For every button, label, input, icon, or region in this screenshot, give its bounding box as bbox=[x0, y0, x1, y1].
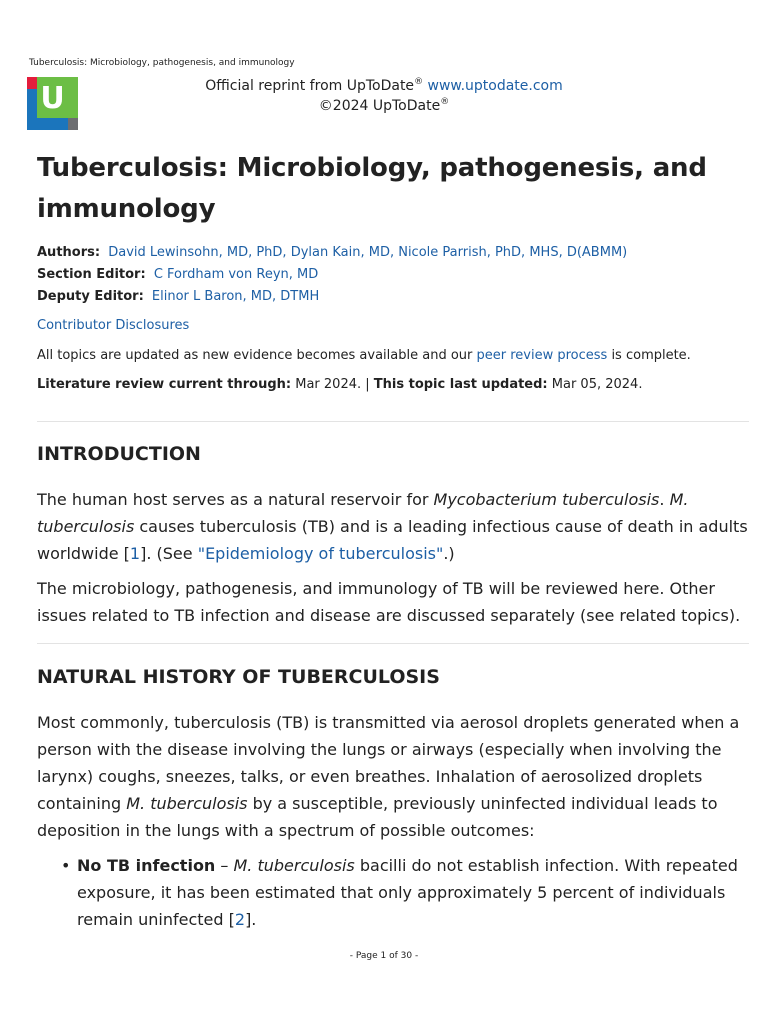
section-editor-row bbox=[37, 264, 749, 286]
authors-row bbox=[37, 242, 749, 264]
deputy-editor-link[interactable]: Elinor L Baron, MD, DTMH bbox=[151, 289, 320, 304]
introduction-heading: INTRODUCTION bbox=[37, 443, 201, 465]
section-divider bbox=[37, 643, 749, 644]
site-link[interactable]: www.uptodate.com bbox=[427, 78, 563, 94]
update-note-text: All topics are updated as new evidence becomes available and our bbox=[37, 348, 477, 363]
article-meta bbox=[37, 242, 749, 308]
deputy-editor-label: Deputy Editor: bbox=[37, 289, 144, 304]
article-content bbox=[37, 148, 749, 933]
article-title: Tuberculosis: Microbiology, pathogenesis, and immunology bbox=[37, 153, 707, 224]
reprint-text: Official reprint from UpToDate bbox=[205, 78, 415, 94]
intro-paragraph-1: The human host serves as a natural reservoir for Mycobacterium tuberculosis. M. tuberculosis causes tuberculosis (TB) and is a leading infectious cause of death in adults worldwide [1]. (See "Epidemiology of tuberculosis".) bbox=[37, 490, 748, 563]
section-editor-label: Section Editor: bbox=[37, 267, 146, 282]
natural-history-paragraph: Most commonly, tuberculosis (TB) is transmitted via aerosol droplets generated when a person with the disease involving the lungs or airways (especially when involving the larynx) coughs, sneezes, talks, or even breathes. Inhalation of aerosolized droplets containing M. tuberculosis by a susceptible, previously uninfected individual leads to deposition in the lungs with a spectrum of possible outcomes: bbox=[37, 713, 740, 840]
reference-2-link[interactable]: 2 bbox=[234, 910, 246, 929]
last-updated-value: Mar 05, 2024. bbox=[547, 377, 643, 392]
section-divider bbox=[37, 421, 749, 422]
reprint-notice bbox=[0, 76, 768, 116]
section-editor-link[interactable]: C Fordham von Reyn, MD bbox=[153, 267, 319, 282]
deputy-editor-row bbox=[37, 286, 749, 308]
contributor-disclosures-link[interactable]: Contributor Disclosures bbox=[37, 318, 190, 333]
logo-letter: U bbox=[40, 81, 65, 116]
review-dates bbox=[37, 375, 749, 395]
last-updated-label: This topic last updated: bbox=[373, 377, 548, 392]
reference-1-link[interactable]: 1 bbox=[129, 544, 141, 563]
lit-review-value: Mar 2024. | bbox=[291, 377, 374, 392]
lit-review-label: Literature review current through: bbox=[37, 377, 292, 392]
registered-mark-2: ® bbox=[440, 97, 450, 107]
natural-history-heading: NATURAL HISTORY OF TUBERCULOSIS bbox=[37, 666, 440, 688]
epidemiology-link[interactable]: "Epidemiology of tuberculosis" bbox=[197, 544, 444, 563]
authors-link[interactable]: David Lewinsohn, MD, PhD, Dylan Kain, MD, Nicole Parrish, PhD, MHS, D(ABMM) bbox=[108, 245, 628, 260]
authors-label: Authors: bbox=[37, 245, 101, 260]
intro-paragraph-2: The microbiology, pathogenesis, and immunology of TB will be reviewed here. Other issues related to TB infection and disease are discussed separately (see related topics). bbox=[37, 579, 741, 625]
update-note bbox=[37, 346, 749, 366]
print-header-title: Tuberculosis: Microbiology, pathogenesis, and immunology bbox=[29, 58, 295, 68]
registered-mark: ® bbox=[414, 77, 424, 87]
outcomes-list bbox=[37, 852, 749, 933]
peer-review-link[interactable]: peer review process bbox=[476, 348, 608, 363]
list-item: • No TB infection – M. tuberculosis bacilli do not establish infection. With repeated exposure, it has been estimated that only approximately 5 percent of individuals remain uninfected [2]. bbox=[77, 852, 749, 933]
update-note-end: is complete. bbox=[607, 348, 691, 363]
copyright-text: ©2024 UpToDate bbox=[318, 98, 441, 114]
page-number: - Page 1 of 30 - bbox=[349, 951, 419, 961]
